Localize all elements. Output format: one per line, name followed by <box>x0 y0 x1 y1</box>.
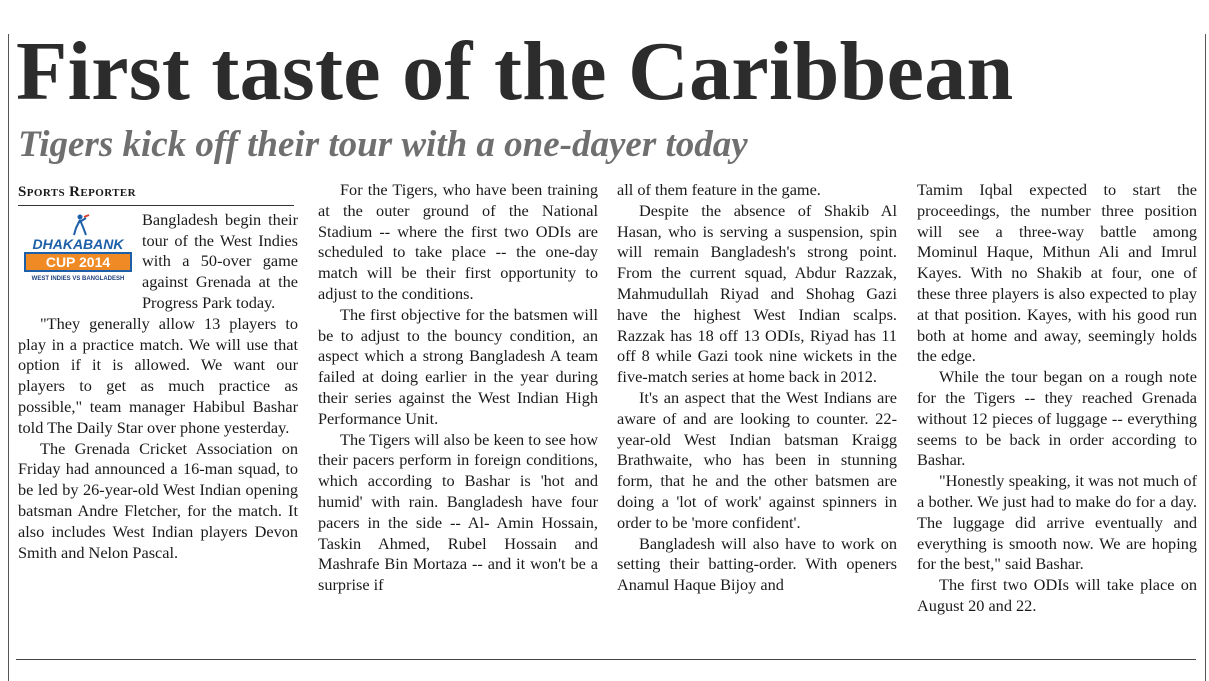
paragraph: "Honestly speaking, it was not much of a bother. We just had to make do for a day. The luggage did arrive eventually and everything is smooth now. We are hoping for the best," said Bashar. <box>917 471 1197 574</box>
paragraph: It's an aspect that the West Indians are aware of and are looking to counter. 22-year-old West Indian batsman Kraigg Brathwaite, who has been in stunning form, that he and the other batsmen are doing a 'lot of work' against spinners in order to be 'more confident'. <box>617 387 897 532</box>
page-frame-left <box>8 34 9 681</box>
paragraph: The first two ODIs will take place on August 20 and 22. <box>917 575 1197 615</box>
article-column-4 <box>917 180 1197 617</box>
headline: First taste of the Caribbean <box>16 25 1014 118</box>
article-column-1 <box>18 180 298 563</box>
cricketer-icon <box>70 214 90 236</box>
paragraph: all of them feature in the game. <box>617 180 821 199</box>
page-frame-right <box>1205 34 1206 681</box>
logo-title: DHAKABANK <box>32 235 124 252</box>
paragraph: The Grenada Cricket Association on Friday had announced a 16-man squad, to be led by 26-year-old West Indian opening batsman Andre Fletcher, for the match. It also includes West Indian players Devon Smith and Nelon Pascal. <box>18 438 298 562</box>
dhaka-bank-cup-logo <box>18 210 136 292</box>
paragraph: The first objective for the batsmen will be to adjust to the bouncy condition, an aspect which a strong Bangladesh A team failed at doing earlier in the year during their series against the West Indian High Performance Unit. <box>318 304 598 428</box>
paragraph: While the tour began on a rough note for the Tigers -- they reached Grenada without 12 pieces of luggage -- everything seems to be back in order according to Bashar. <box>917 367 1197 470</box>
logo-cup: CUP 2014 <box>24 252 132 272</box>
article-column-3 <box>617 180 897 596</box>
paragraph: For the Tigers, who have been training at the outer ground of the National Stadium -- where the first two ODIs are scheduled to take place -- the one-day match will be their first opportunity to adjust to the conditions. <box>318 180 598 303</box>
subheadline: Tigers kick off their tour with a one-dayer today <box>18 124 748 165</box>
paragraph: "They generally allow 13 players to play in a practice match. We will use that option if it is allowed. We want our players to get as much practice as possible," team manager Habibul Bashar told The Daily Star over phone yesterday. <box>18 313 298 437</box>
bottom-rule <box>16 659 1196 660</box>
paragraph: Tamim Iqbal expected to start the proceedings, the number three position will see a three-way battle among Mominul Haque, Mithun Ali and Imrul Kayes. With no Shakib at four, one of these three players is also expected to play at that position. Kayes, with his good run both at home and away, seemingly holds the edge. <box>917 180 1197 366</box>
logo-subtitle: WEST INDIES VS BANGLADESH <box>31 275 125 282</box>
byline: Sports Reporter <box>18 182 294 206</box>
paragraph: Bangladesh begin their tour of the West Indies with a 50-over game against Grenada at the Progress Park today. <box>142 209 298 312</box>
paragraph: Bangladesh will also have to work on setting their batting-order. With openers Anamul Haque Bijoy and <box>617 533 897 595</box>
article-column-2 <box>318 180 598 596</box>
paragraph: The Tigers will also be keen to see how their pacers perform in foreign conditions, which according to Bashar is 'hot and humid' with rain. Bangladesh have four pacers in the side -- Al- Amin Hossain, Taskin Ahmed, Rubel Hossain and Mashrafe Bin Mortaza -- and it won't be a surprise if <box>318 429 598 595</box>
paragraph: Despite the absence of Shakib Al Hasan, who is serving a suspension, spin will remain Bangladesh's strong point. From the current squad, Abdur Razzak, Mahmudullah Riyad and Shohag Gazi have the highest West Indian scalps. Razzak has 18 off 13 ODIs, Riyad has 11 off 8 while Gazi took nine wickets in the five-match series at home back in 2012. <box>617 200 897 387</box>
